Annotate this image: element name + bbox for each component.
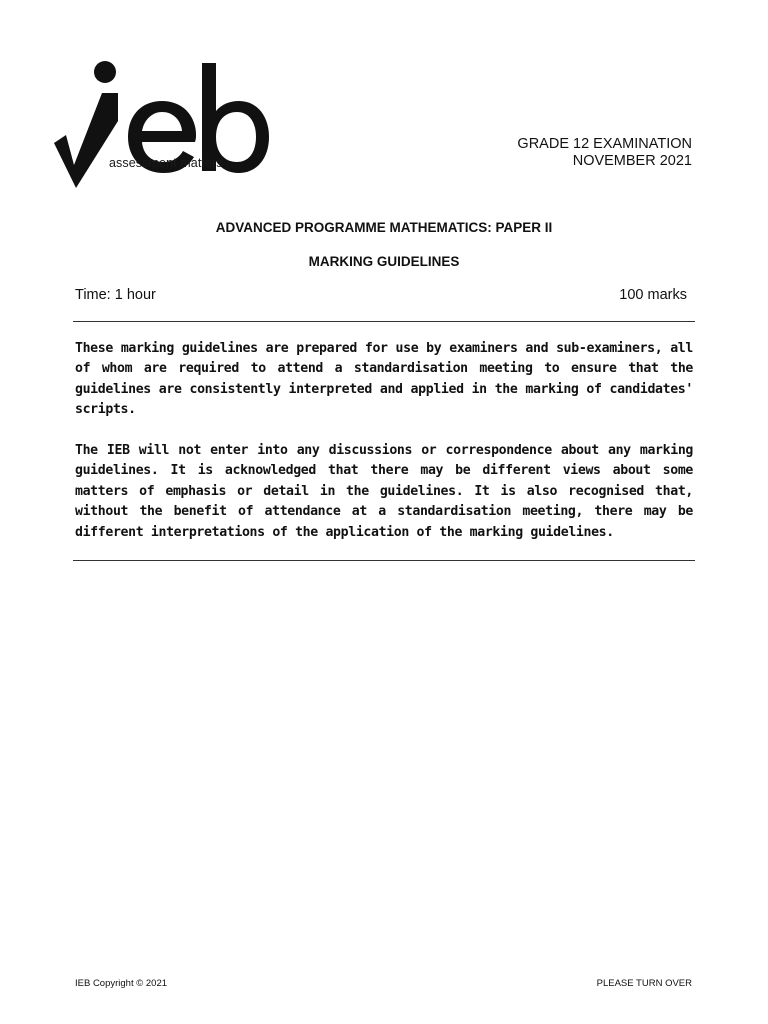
document-title: MARKING GUIDELINES xyxy=(308,254,460,269)
logo-tagline: assessment matters xyxy=(109,156,223,170)
exam-info xyxy=(517,136,692,170)
subject-title: ADVANCED PROGRAMME MATHEMATICS: PAPER II xyxy=(215,220,553,235)
bottom-divider xyxy=(73,560,695,561)
footer-turn-over: PLEASE TURN OVER xyxy=(596,978,692,989)
notice-paragraph-1: These marking guidelines are prepared for use by examiners and sub-examiners, all of whom are required to attend a standardisation meeting to ensure that the guidelines are consistently interpreted and applied in the marking of candidates' scripts. xyxy=(75,341,693,418)
exam-date: NOVEMBER 2021 xyxy=(572,153,692,169)
time-allowed: Time: 1 hour xyxy=(75,287,156,303)
exam-grade: GRADE 12 EXAMINATION xyxy=(517,136,692,152)
top-divider xyxy=(73,321,695,322)
notice-paragraph-2: The IEB will not enter into any discussions or correspondence about any marking guidelines. It is acknowledged that there may be different views about some matters of emphasis or detail in the guidelines. It is also recognised that, without the benefit of attendance at a standardisation meeting, there may be different interpretations of the application of the marking guidelines. xyxy=(75,443,693,540)
logo-i-dot xyxy=(94,61,116,83)
footer-copyright: IEB Copyright © 2021 xyxy=(75,978,168,989)
checkmark-icon xyxy=(54,93,118,188)
total-marks: 100 marks xyxy=(619,287,687,303)
